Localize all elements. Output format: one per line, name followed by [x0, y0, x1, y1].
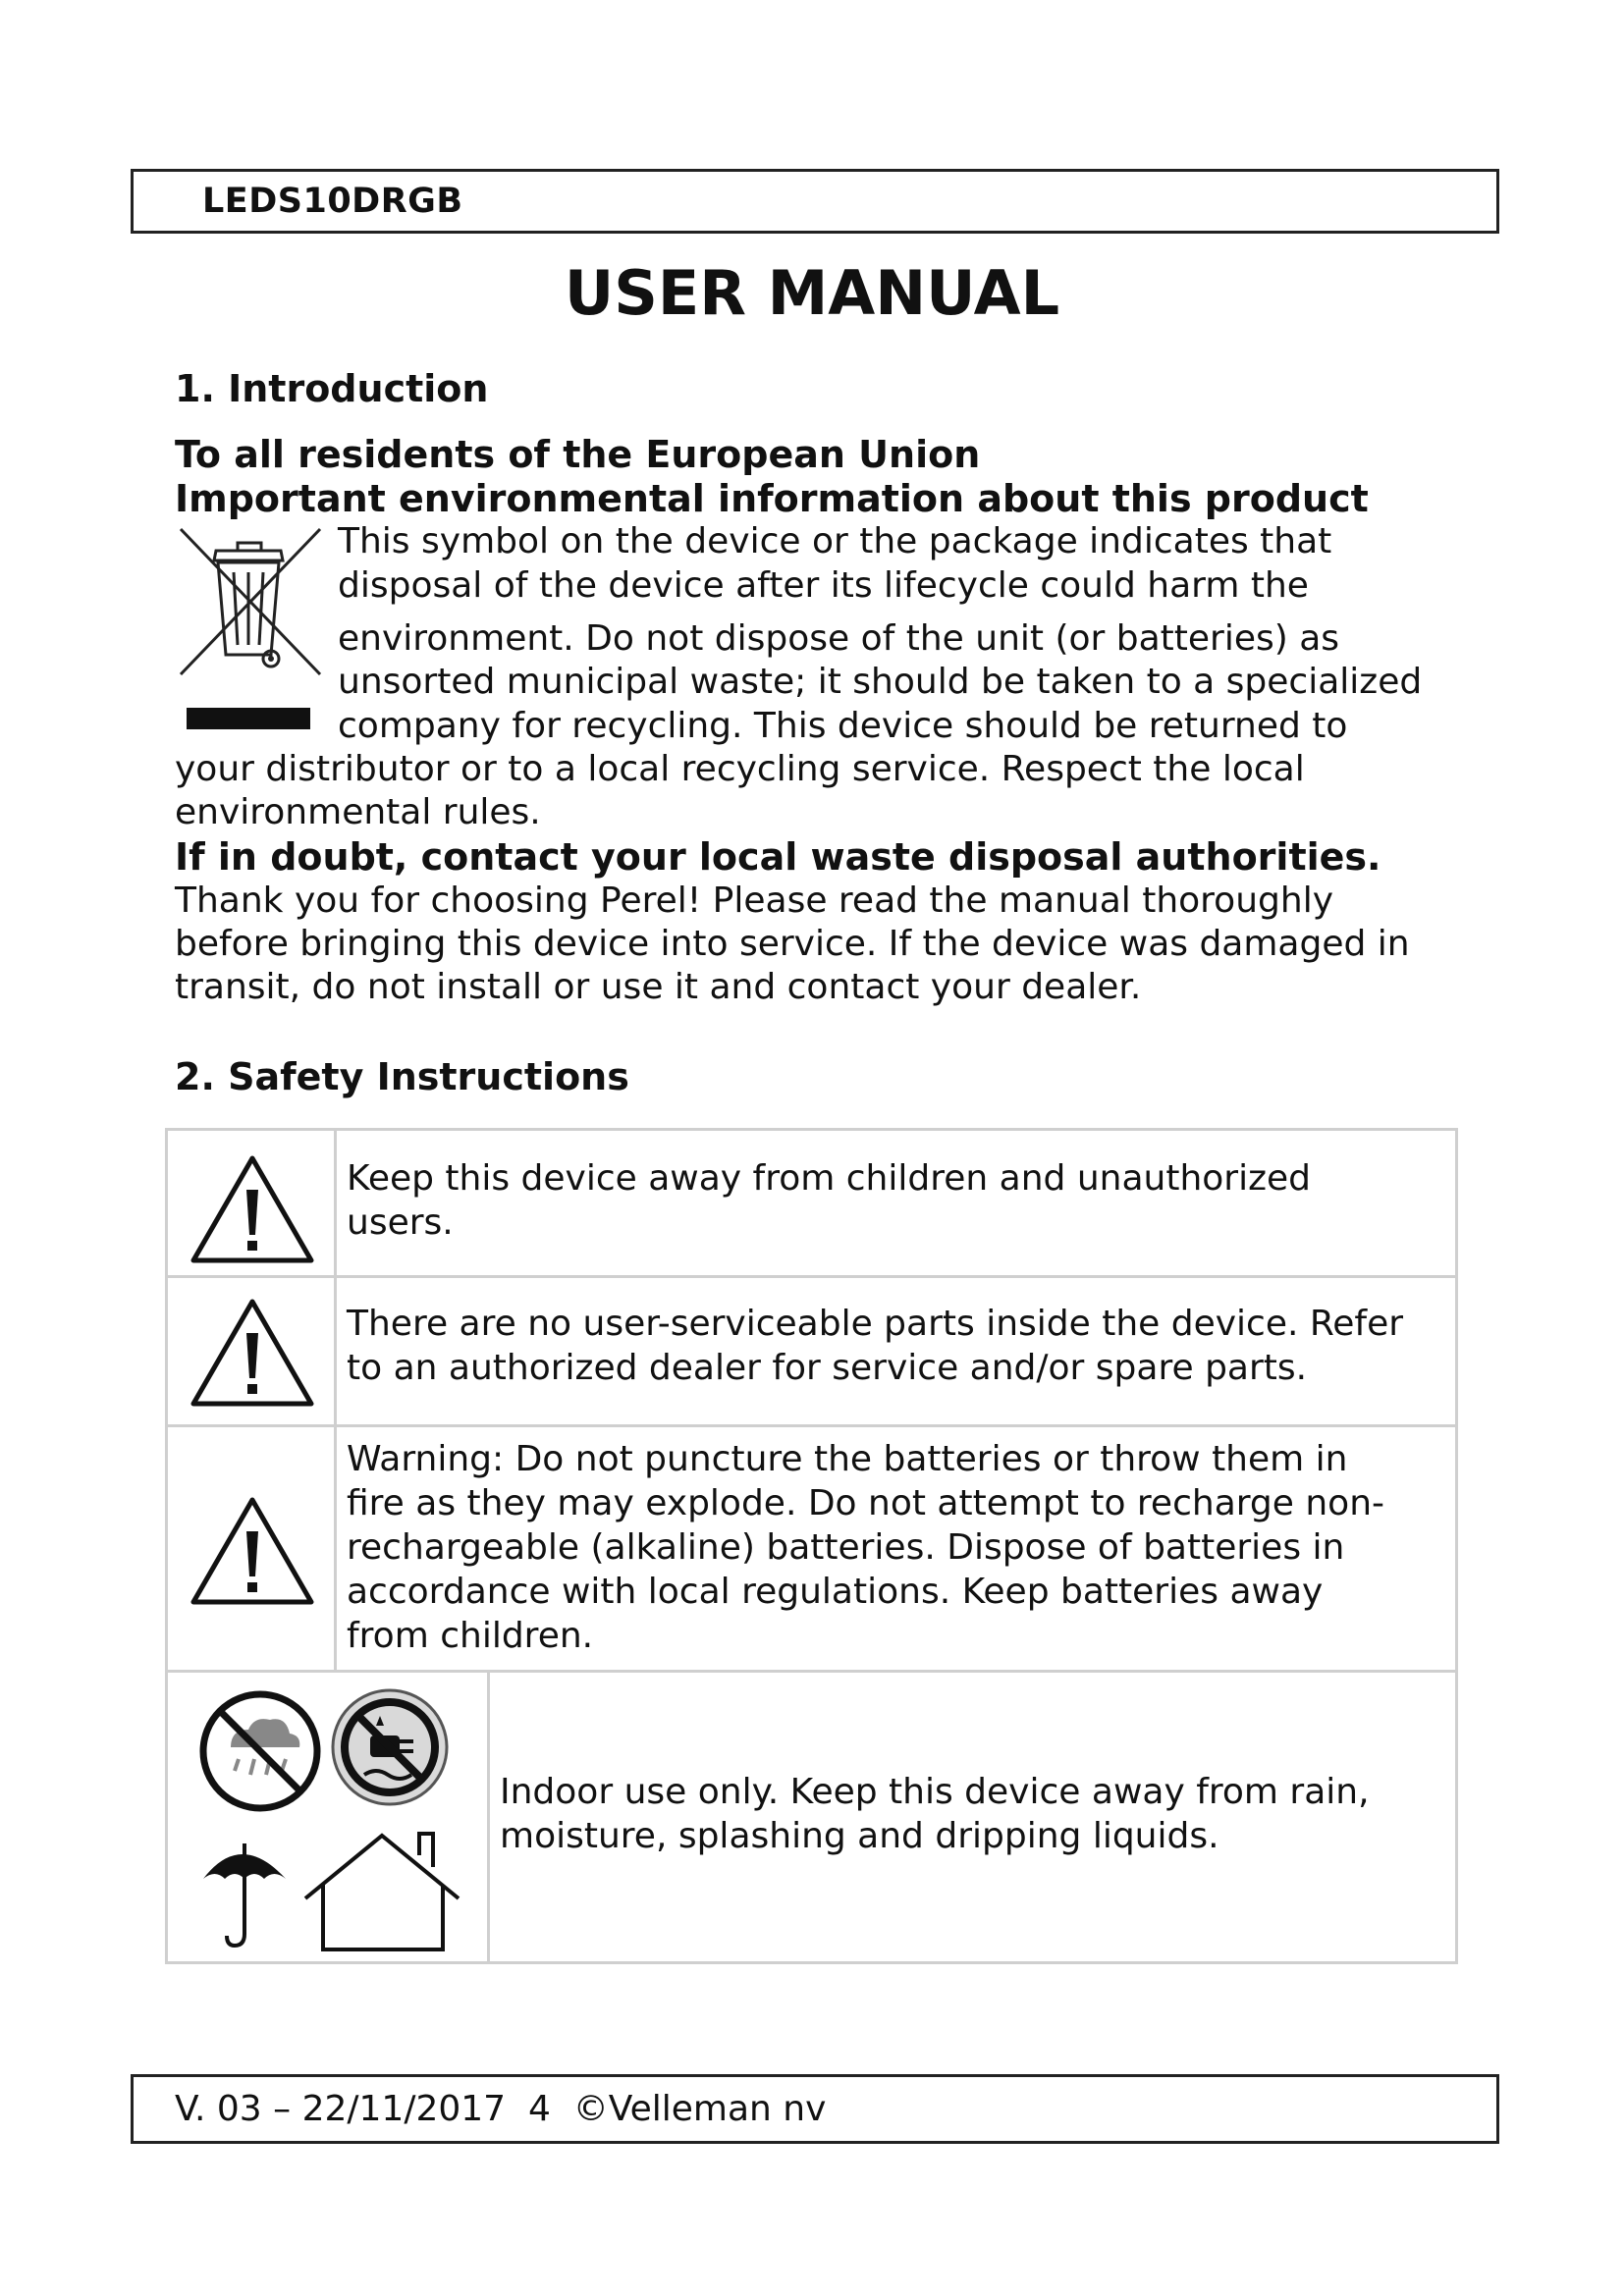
safety-text-line: to an authorized dealer for service and/or spare parts. [347, 1348, 1308, 1388]
safety-text-line: from children. [347, 1616, 594, 1656]
warning-triangle-icon [188, 1296, 317, 1410]
indoor-use-icons [197, 1686, 466, 1951]
safety-text-line: There are no user-serviceable parts inside the device. Refer [347, 1304, 1404, 1344]
safety-row [168, 1673, 1455, 1961]
no-rain-icon [203, 1694, 317, 1808]
section-heading-introduction: 1. Introduction [175, 367, 489, 410]
warning-triangle-icon [188, 1152, 317, 1266]
safety-row [168, 1278, 1455, 1427]
safety-text-line: moisture, splashing and dripping liquids. [500, 1816, 1219, 1856]
page-title: USER MANUAL [564, 257, 1060, 329]
house-icon [305, 1834, 459, 1949]
safety-text [347, 1437, 1384, 1658]
icon-cell [168, 1131, 337, 1275]
paragraph-line: environmental rules. [175, 792, 541, 832]
safety-text-line: Indoor use only. Keep this device away from rain, [500, 1772, 1370, 1812]
safety-text [347, 1156, 1311, 1245]
icon-cell [168, 1427, 337, 1670]
eu-residents-heading: To all residents of the European Union [175, 433, 981, 476]
thanks-line: before bringing this device into service. If the device was damaged in [175, 924, 1410, 964]
safety-text [347, 1302, 1403, 1390]
warning-triangle-icon [188, 1494, 317, 1608]
environmental-info-heading: Important environmental information about this product [175, 477, 1369, 520]
icon-cell [168, 1278, 337, 1424]
header-box [131, 169, 1499, 234]
safety-text-line: Keep this device away from children and unauthorized [347, 1158, 1311, 1199]
safety-instructions-table [165, 1128, 1458, 1964]
paragraph-line: This symbol on the device or the package indicates that [338, 521, 1332, 561]
umbrella-icon [203, 1843, 286, 1946]
safety-text-line: fire as they may explode. Do not attempt to recharge non- [347, 1483, 1385, 1523]
thanks-line: Thank you for choosing Perel! Please read the manual thoroughly [175, 881, 1334, 921]
safety-text-line: accordance with local regulations. Keep batteries away [347, 1572, 1324, 1612]
waste-authorities-line: If in doubt, contact your local waste disposal authorities. [175, 835, 1381, 879]
thanks-line: transit, do not install or use it and contact your dealer. [175, 967, 1142, 1007]
paragraph-line: your distributor or to a local recycling service. Respect the local [175, 749, 1305, 789]
paragraph-line: company for recycling. This device should be returned to [338, 706, 1348, 746]
safety-row [168, 1427, 1455, 1673]
safety-row [168, 1131, 1455, 1278]
no-water-plug-icon [333, 1690, 447, 1804]
weee-crossed-bin-icon [177, 525, 324, 743]
section-heading-safety: 2. Safety Instructions [175, 1055, 629, 1098]
paragraph-line: disposal of the device after its lifecycle could harm the [338, 565, 1309, 606]
footer-version-text: V. 03 – 22/11/2017 4 ©Velleman nv [175, 2089, 827, 2129]
paragraph-line: environment. Do not dispose of the unit (or batteries) as [338, 618, 1340, 659]
safety-text-line: users. [347, 1202, 454, 1243]
product-code: LEDS10DRGB [202, 182, 463, 221]
icon-cell [168, 1673, 490, 1961]
safety-text [500, 1770, 1370, 1858]
footer-box [131, 2074, 1499, 2144]
paragraph-line: unsorted municipal waste; it should be taken to a specialized [338, 662, 1423, 702]
safety-text-line: Warning: Do not puncture the batteries or throw them in [347, 1439, 1348, 1479]
safety-text-line: rechargeable (alkaline) batteries. Dispose of batteries in [347, 1527, 1345, 1568]
